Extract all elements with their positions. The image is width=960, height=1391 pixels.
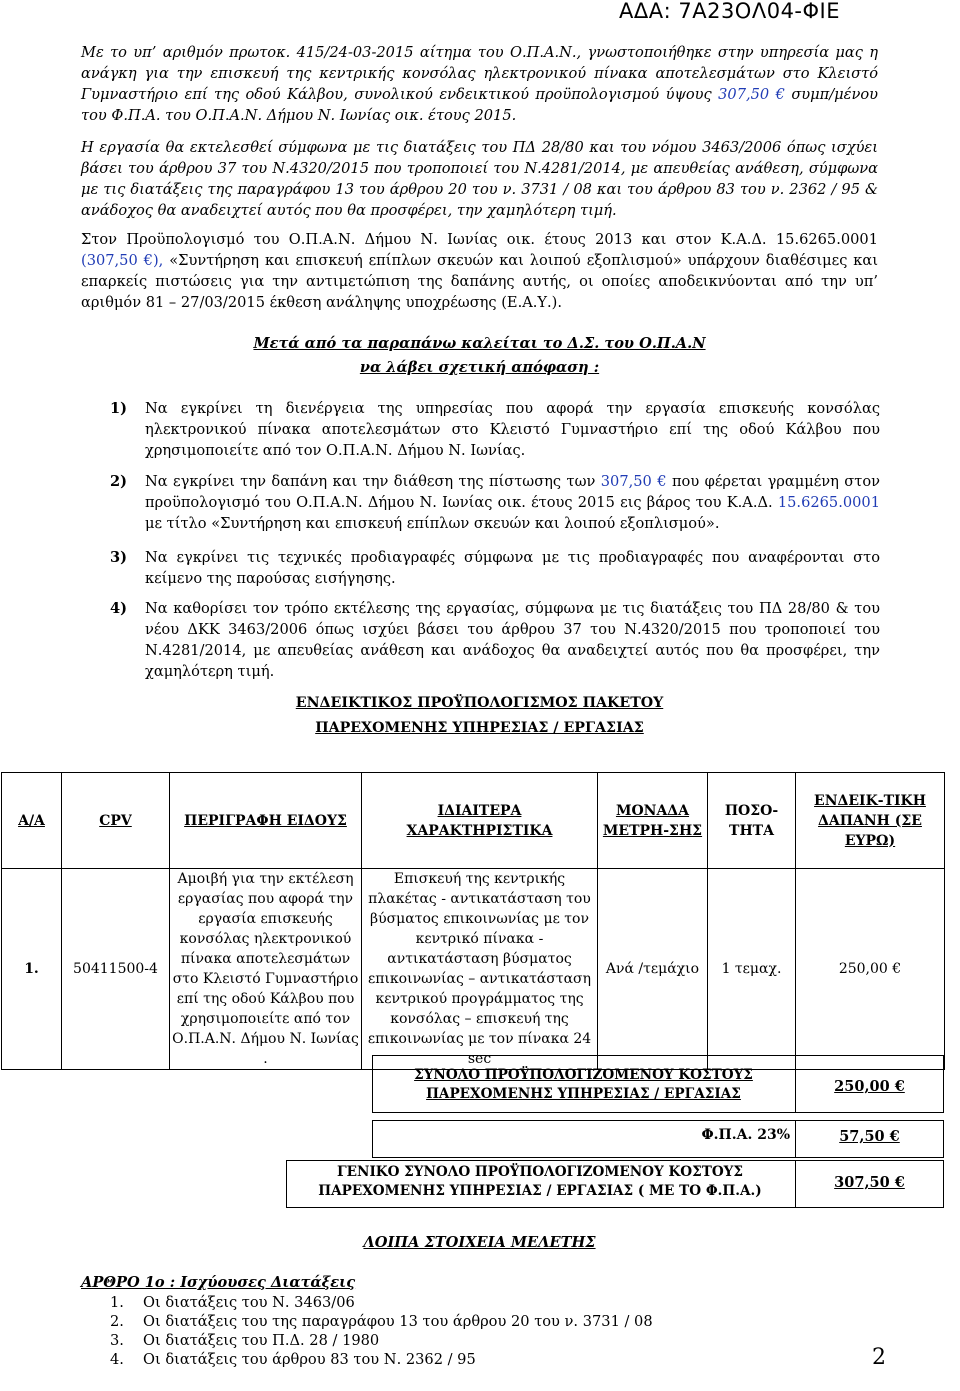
- header-description: ΠΕΡΙΓΡΑΦΗ ΕΙΔΟΥΣ: [170, 773, 362, 869]
- list-item: 3. Οι διατάξεις του Π.Δ. 28 / 1980: [110, 1332, 380, 1349]
- budget-title-1: ΕΝΔΕΙΚΤΙΚΟΣ ΠΡΟΫΠΟΛΟΓΙΣΜΟΣ ΠΑΚΕΤΟΥ: [295, 695, 664, 711]
- budget-text-a: Στον Προϋπολογισμό του Ο.Π.Α.Ν. Δήμου Ν. Ιωνίας οικ. έτους 2013 και στον Κ.Α.Δ. 15.6265.0001: [81, 231, 878, 248]
- item-code: 15.6265.0001: [777, 494, 880, 511]
- grand-total-value: 307,50 €: [834, 1174, 905, 1191]
- page-number: 2: [872, 1345, 886, 1370]
- cell-quantity: 1 τεμαχ.: [708, 869, 796, 1070]
- item-text: Να καθορίσει τον τρόπο εκτέλεσης της εργασίας, σύμφωνα με τις διατάξεις του ΠΔ 28/80 & του νέου ΔΚΚ 3463/2006 όπως ισχύει βάσει του άρθρου 37 του Ν.4320/2015 που τροποποιεί του Ν.4281/2014, με απευθείας ανάθεση και ανάδοχος θα αναδειχτεί αυτός που θα προσφέρει, την χαμηλότερη τιμή.: [145, 600, 880, 680]
- item-text: Να εγκρίνει τη διενέργεια της υπηρεσίας που αφορά την εργασία επισκευής κονσόλας ηλεκτρονικού πίνακα αποτελεσμάτων στο Κλειστό Γυμναστήριο επί της οδού Κάλβου που χρησιμοποιείτε από τον Ο.Π.Α.Ν. Δήμου Ν. Ιωνίας.: [145, 400, 880, 459]
- budget-paragraph: [81, 229, 878, 313]
- decision-item-3: [110, 547, 880, 589]
- item-amount: 307,50 €: [600, 473, 667, 490]
- article-title: ΑΡΘΡΟ 1ο : Ισχύουσες Διατάξεις: [81, 1274, 356, 1291]
- header-quantity: ΠΟΣΟ-ΤΗΤΑ: [708, 773, 796, 869]
- table-header-row: [2, 773, 945, 869]
- item-number: 2): [110, 473, 128, 490]
- decision-item-1: [110, 398, 880, 461]
- budget-title-2: ΠΑΡΕΧΟΜΕΝΗΣ ΥΠΗΡΕΣΙΑΣ / ΕΡΓΑΣΙΑΣ: [315, 720, 644, 736]
- subtotal-label: ΣΥΝΟΛΟ ΠΡΟΫΠΟΛΟΓΙΖΟΜΕΝΟΥ ΚΟΣΤΟΥΣ ΠΑΡΕΧΟΜΕΝΗΣ ΥΠΗΡΕΣΙΑΣ / ΕΡΓΑΣΙΑΣ: [414, 1067, 753, 1102]
- intro-text-b: συμπ/μένου του Φ.Π.Α. του Ο.Π.Α.Ν. Δήμου Ν. Ιωνίας οικ. έτους 2015.: [81, 86, 878, 124]
- call-line-2: να λάβει σχετική απόφαση :: [359, 359, 600, 376]
- document-code: ΑΔΑ: 7Α23ΟΛ04-ΦΙΕ: [619, 0, 840, 23]
- call-line-1: Μετά από τα παραπάνω καλείται το Δ.Σ. του Ο.Π.Α.Ν: [253, 335, 706, 352]
- item-number: 4): [110, 600, 128, 617]
- intro-text-a: Με το υπ’ αριθμόν πρωτοκ. 415/24-03-2015 αίτημα του Ο.Π.Α.Ν., γνωστοποιήθηκε στην υπηρεσία μας η ανάγκη για την επισκευή της κεντρικής κονσόλας ηλεκτρονικού πίνακα αποτελεσμάτων στο Κλειστό Γυμναστήριο επί της οδού Κάλβου, συνολικού ενδεικτικού προϋπολογισμού ύψους: [81, 44, 878, 103]
- vat-value: 57,50 €: [839, 1128, 900, 1145]
- cell-unit: Ανά /τεμάχιο: [598, 869, 708, 1070]
- provisions-list: [110, 1292, 653, 1368]
- budget-table: [1, 772, 945, 1070]
- budget-text-b: «Συντήρηση και επισκευή επίπλων σκευών και λοιπού εξοπλισμού» υπάρχουν διαθέσιμες και επαρκείς πιστώσεις για την αντιμετώπιση της δαπάνης αυτής, οι οποίες αποδεικνύονται από την υπ’ αριθμόν 81 – 27/03/2015 έκθεση ανάληψης υποχρέωσης (Ε.Α.Υ.).: [81, 252, 878, 311]
- header-cost: ΕΝΔΕΙΚ-ΤΙΚΗ ΔΑΠΑΝΗ (ΣΕ ΕΥΡΩ): [796, 773, 945, 869]
- intro-amount: 307,50 €: [718, 86, 785, 103]
- table-row: [2, 869, 945, 1070]
- cell-cpv: 50411500-4: [62, 869, 170, 1070]
- decision-item-2: [110, 471, 880, 534]
- cell-description: Αμοιβή για την εκτέλεση εργασίας που αφορά την εργασία επισκευής κονσόλας ηλεκτρονικού πίνακα αποτελεσμάτων στο Κλειστό Γυμναστήριο επί της οδού Κάλβου που χρησιμοποιείτε από τον Ο.Π.Α.Ν. Δήμου Ν. Ιωνίας .: [170, 869, 362, 1070]
- vat-label: Φ.Π.Α. 23%: [701, 1127, 790, 1143]
- legal-paragraph: Η εργασία θα εκτελεσθεί σύμφωνα με τις διατάξεις του ΠΔ 28/80 και του νόμου 3463/2006 όπως ισχύει βάσει του άρθρου 37 του Ν.4320/2015 που τροποποιεί του Ν.4281/2014, με απευθείας ανάθεση, σύμφωνα με τις διατάξεις της παραγράφου 13 του άρθρου 20 του ν. 3731 / 08 και του άρθρου 83 του ν. 2362 / 95 & ανάδοχος θα αναδειχτεί αυτός που θα προσφέρει, την χαμηλότερη τιμή.: [81, 139, 878, 219]
- list-item: 2. Οι διατάξεις του της παραγράφου 13 του άρθρου 20 του ν. 3731 / 08: [110, 1313, 653, 1330]
- item-text: Να εγκρίνει τις τεχνικές προδιαγραφές σύμφωνα με τις προδιαγραφές που αναφέρονται στο κείμενο της παρούσας εισήγησης.: [145, 549, 880, 587]
- grand-total-label: ΓΕΝΙΚΟ ΣΥΝΟΛΟ ΠΡΟΫΠΟΛΟΓΙΖΟΜΕΝΟΥ ΚΟΣΤΟΥΣ ΠΑΡΕΧΟΜΕΝΗΣ ΥΠΗΡΕΣΙΑΣ / ΕΡΓΑΣΙΑΣ ( ΜΕ ΤΟ Φ.Π.Α.): [318, 1164, 762, 1199]
- list-item: 4. Οι διατάξεις του άρθρου 83 του Ν. 2362 / 95: [110, 1351, 476, 1368]
- list-item: 1. Οι διατάξεις του Ν. 3463/06: [110, 1294, 355, 1311]
- item-number: 3): [110, 549, 128, 566]
- cell-characteristics: Επισκευή της κεντρικής πλακέτας - αντικατάσταση του βύσματος επικοινωνίας με τον κεντρικό πίνακα - αντικατάσταση βύσματος επικοινωνίας – αντικατάσταση κεντρικού προγράμματος της κονσόλας – επισκευή της επικοινωνίας με τον πίνακα 24 sec: [362, 869, 598, 1070]
- item-number: 1): [110, 400, 128, 417]
- item-text: Να εγκρίνει την δαπάνη και την διάθεση της πίστωσης των 307,50 € που φέρεται γραμμένη στον προϋπολογισμό του Ο.Π.Α.Ν. Δήμου Ν. Ιωνίας οικ. έτους 2015 εις βάρος του Κ.Α.Δ. 15.6265.0001 με τίτλο «Συντήρηση και επισκευή επίπλων σκευών και λοιπού εξοπλισμού».: [145, 473, 880, 532]
- cell-cost: 250,00 €: [796, 869, 945, 1070]
- header-aa: Α/Α: [2, 773, 62, 869]
- header-unit: ΜΟΝΑΔΑ ΜΕΤΡΗ-ΣΗΣ: [598, 773, 708, 869]
- subtotal-value: 250,00 €: [834, 1078, 905, 1095]
- section-title: ΛΟΙΠΑ ΣΤΟΙΧΕΙΑ ΜΕΛΕΤΗΣ: [363, 1234, 596, 1251]
- cell-aa: 1.: [2, 869, 62, 1070]
- decision-item-4: [110, 598, 880, 682]
- header-cpv: CPV: [62, 773, 170, 869]
- intro-paragraph: [81, 42, 878, 126]
- budget-amount: (307,50 €),: [81, 252, 164, 269]
- header-characteristics: ΙΔΙΑΙΤΕΡΑ ΧΑΡΑΚΤΗΡΙΣΤΙΚΑ: [362, 773, 598, 869]
